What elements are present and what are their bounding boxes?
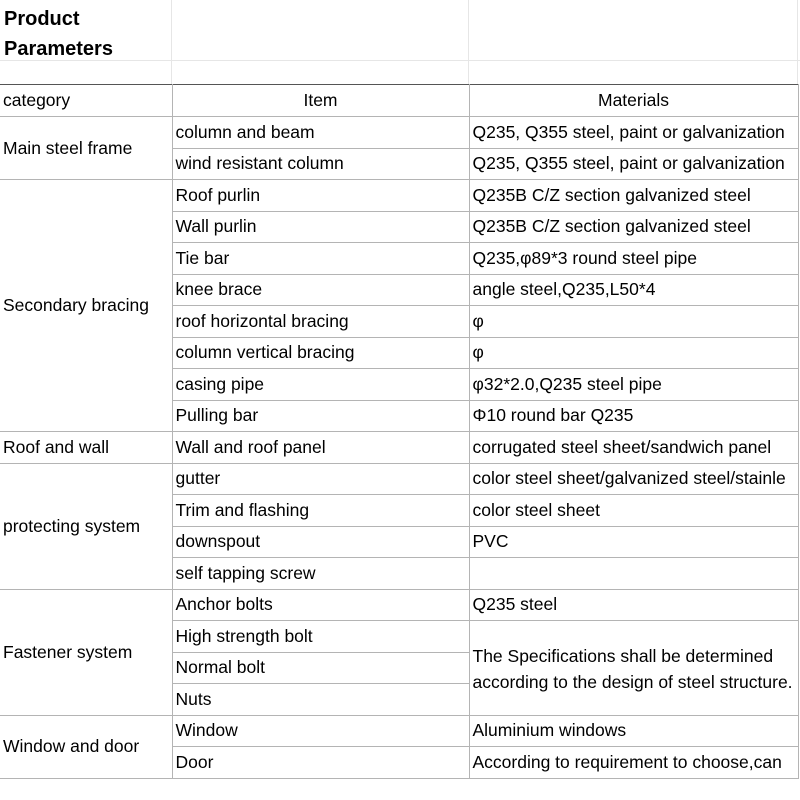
category-cell: Secondary bracing	[0, 180, 172, 432]
item-cell: downspout	[172, 526, 469, 558]
table-row	[0, 180, 800, 212]
item-cell: column and beam	[172, 117, 469, 149]
material-cell: The Specifications shall be determined according to the design of steel structure.	[469, 621, 798, 716]
item-cell: Door	[172, 747, 469, 779]
item-cell: Nuts	[172, 684, 469, 716]
item-cell: gutter	[172, 463, 469, 495]
item-cell: wind resistant column	[172, 148, 469, 180]
item-cell: column vertical bracing	[172, 337, 469, 369]
item-cell: casing pipe	[172, 369, 469, 401]
title-line-1: Product	[4, 8, 80, 30]
header-category: category	[0, 85, 172, 117]
item-cell: Wall and roof panel	[172, 432, 469, 464]
item-cell: Tie bar	[172, 243, 469, 275]
category-cell: Roof and wall	[0, 432, 172, 464]
material-cell: Q235B C/Z section galvanized steel	[469, 211, 798, 243]
item-cell: roof horizontal bracing	[172, 306, 469, 338]
material-cell: According to requirement to choose,can	[469, 747, 798, 779]
header-item: Item	[172, 85, 469, 117]
material-cell: φ	[469, 306, 798, 338]
title-line-2: Parameters	[4, 38, 113, 60]
category-cell: protecting system	[0, 463, 172, 589]
table-row	[0, 715, 800, 747]
material-cell: corrugated steel sheet/sandwich panel	[469, 432, 798, 464]
item-cell: knee brace	[172, 274, 469, 306]
category-cell: Main steel frame	[0, 117, 172, 180]
material-cell: PVC	[469, 526, 798, 558]
material-cell: Q235 steel	[469, 589, 798, 621]
item-cell: Anchor bolts	[172, 589, 469, 621]
material-cell: Q235, Q355 steel, paint or galvanization	[469, 148, 798, 180]
item-cell: Window	[172, 715, 469, 747]
material-cell: Q235, Q355 steel, paint or galvanization	[469, 117, 798, 149]
material-cell: color steel sheet	[469, 495, 798, 527]
material-cell: angle steel,Q235,L50*4	[469, 274, 798, 306]
table-row	[0, 117, 800, 149]
table-row	[0, 589, 800, 621]
item-cell: Wall purlin	[172, 211, 469, 243]
material-cell: color steel sheet/galvanized steel/stainle	[469, 463, 798, 495]
material-cell	[469, 558, 798, 590]
item-cell: Normal bolt	[172, 652, 469, 684]
material-cell: Aluminium windows	[469, 715, 798, 747]
item-cell: Pulling bar	[172, 400, 469, 432]
item-cell: Roof purlin	[172, 180, 469, 212]
material-cell: Q235B C/Z section galvanized steel	[469, 180, 798, 212]
page-title	[4, 4, 113, 64]
item-cell: self tapping screw	[172, 558, 469, 590]
parameters-table	[0, 84, 800, 779]
header-row	[0, 85, 800, 117]
material-cell: Q235,φ89*3 round steel pipe	[469, 243, 798, 275]
material-cell: Φ10 round bar Q235	[469, 400, 798, 432]
table-row	[0, 463, 800, 495]
title-area	[0, 0, 800, 84]
table-row	[0, 432, 800, 464]
header-materials: Materials	[469, 85, 798, 117]
category-cell: Fastener system	[0, 589, 172, 715]
material-cell: φ32*2.0,Q235 steel pipe	[469, 369, 798, 401]
material-cell: φ	[469, 337, 798, 369]
category-cell: Window and door	[0, 715, 172, 778]
item-cell: Trim and flashing	[172, 495, 469, 527]
item-cell: High strength bolt	[172, 621, 469, 653]
